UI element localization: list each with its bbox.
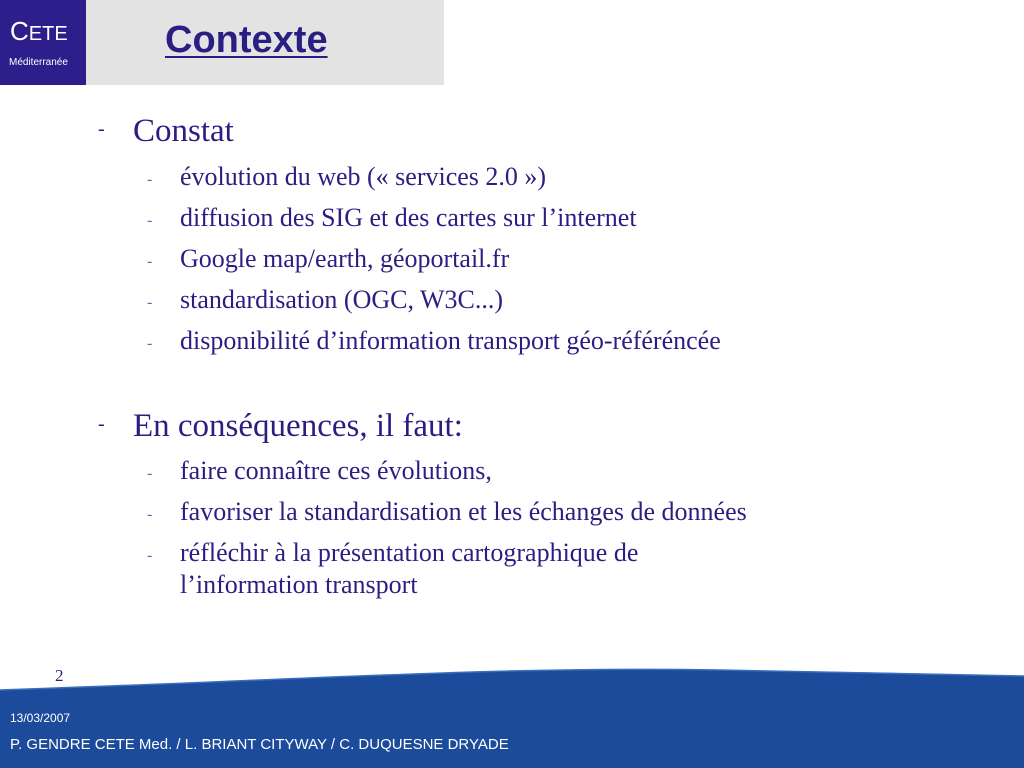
sub-bullet-dash: -	[147, 253, 153, 270]
sub-bullet-dash: -	[147, 465, 153, 482]
sub-bullet-text: réfléchir à la présentation cartographique de	[180, 538, 639, 567]
sub-bullet-text: diffusion des SIG et des cartes sur l’internet	[180, 203, 637, 232]
slide-title: Contexte	[165, 19, 328, 61]
logo-brand: CETE	[10, 16, 68, 46]
logo-subtitle: Méditerranée	[9, 57, 68, 68]
sub-bullet-dash: -	[147, 171, 153, 188]
footer-wave	[0, 668, 1024, 768]
bullet-dash: -	[98, 118, 105, 140]
sub-bullet-text: l’information transport	[180, 570, 418, 599]
section-heading: Constat	[133, 113, 234, 149]
sub-bullet-dash: -	[147, 335, 153, 352]
sub-bullet-text: Google map/earth, géoportail.fr	[180, 244, 510, 273]
sub-bullet-dash: -	[147, 506, 153, 523]
sub-bullet-text: favoriser la standardisation et les échanges de données	[180, 497, 747, 526]
sub-bullet-dash: -	[147, 294, 153, 311]
bullet-dash: -	[98, 413, 105, 435]
footer-authors: P. GENDRE CETE Med. / L. BRIANT CITYWAY / C. DUQUESNE DRYADE	[10, 736, 509, 753]
sub-bullet-text: évolution du web (« services 2.0 »)	[180, 162, 547, 191]
footer-date: 13/03/2007	[10, 711, 71, 725]
section-heading: En conséquences, il faut:	[133, 408, 463, 444]
sub-bullet-text: standardisation (OGC, W3C...)	[180, 285, 504, 314]
sub-bullet-dash: -	[147, 547, 153, 564]
page-number: 2	[55, 666, 64, 685]
sub-bullet-dash: -	[147, 212, 153, 229]
sub-bullet-text: faire connaître ces évolutions,	[180, 456, 492, 485]
sub-bullet-text: disponibilité d’information transport géo-référéncée	[180, 326, 721, 355]
cete-logo	[0, 0, 86, 85]
